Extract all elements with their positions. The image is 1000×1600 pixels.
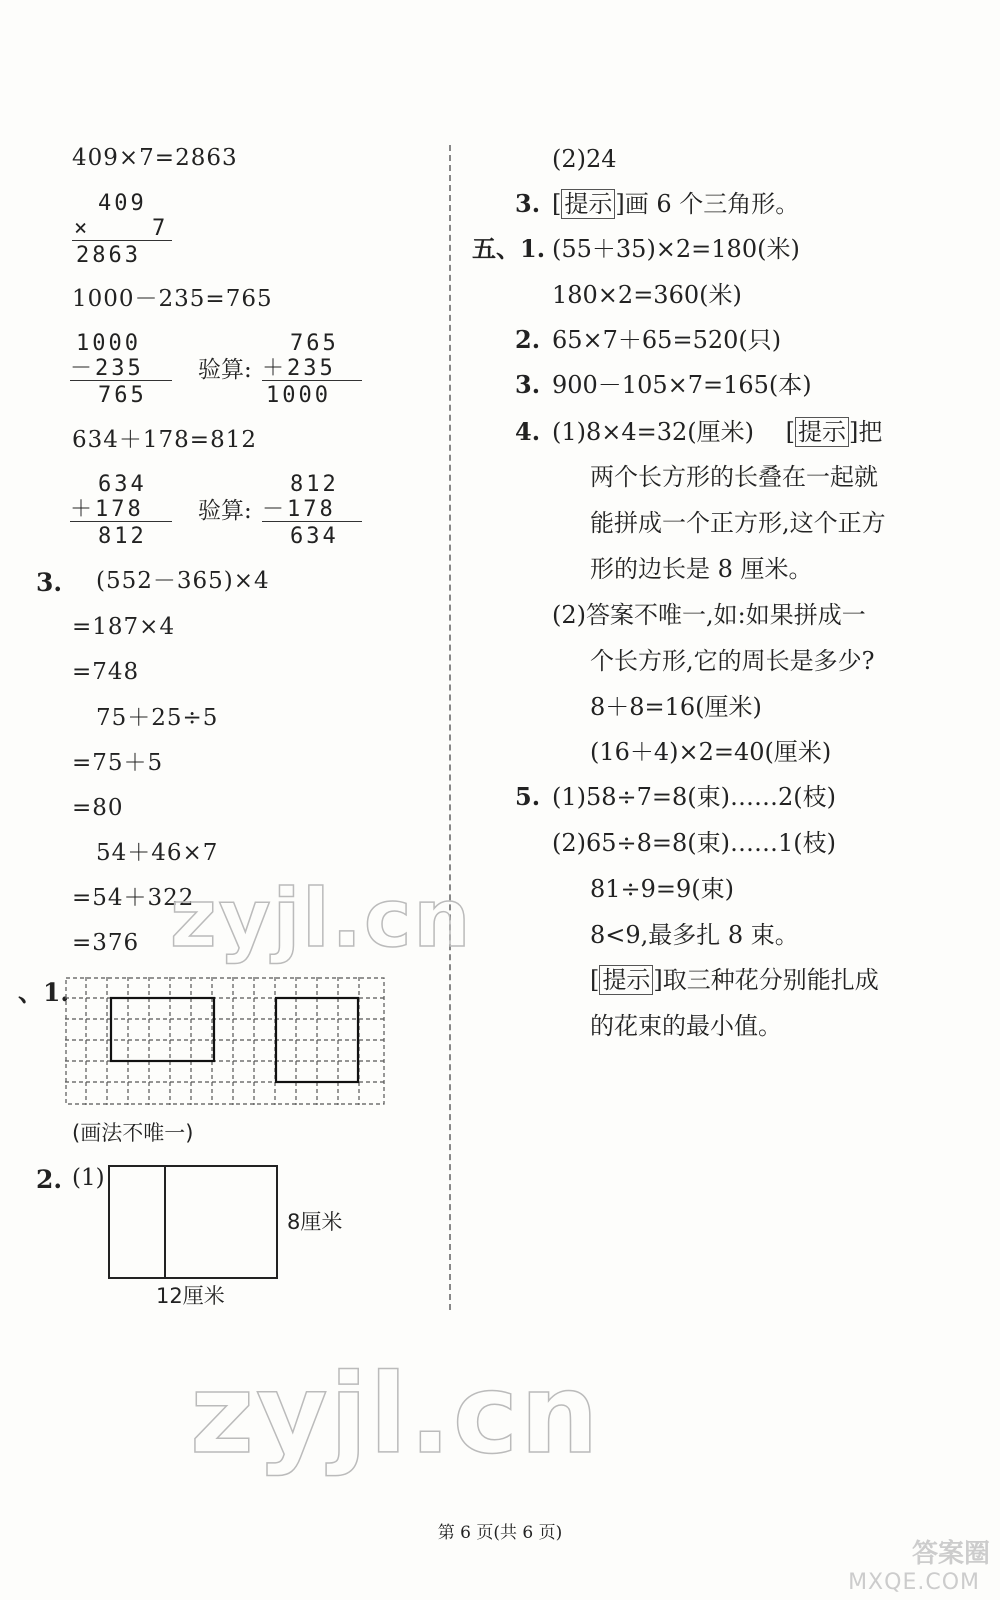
check-2-line1: 765 bbox=[290, 331, 339, 356]
q3-line-4: 75＋25÷5 bbox=[96, 705, 219, 731]
corner-watermark-logo: 答案圈 bbox=[911, 1539, 990, 1569]
section-5-q4-line8: (16＋4)×2=40(厘米) bbox=[590, 738, 832, 766]
page-footer: 第 6 页(共 6 页) bbox=[437, 1523, 563, 1543]
section-5-q4-line6: 个长方形,它的周长是多少? bbox=[590, 647, 875, 675]
section-5-q5-line1: (1)58÷7=8(束)……2(枝) bbox=[552, 783, 837, 811]
q3-line-6: =80 bbox=[72, 795, 124, 821]
vertical-3-result: 812 bbox=[98, 524, 147, 549]
hint-tag: 提示 bbox=[795, 417, 849, 447]
section-5-q2-number: 2. bbox=[515, 325, 541, 354]
vertical-3-line1: 634 bbox=[98, 472, 147, 497]
vertical-2-rule bbox=[70, 380, 172, 381]
check-3-result: 634 bbox=[290, 524, 339, 549]
section-5-q3-line: 900－105×7=165(本) bbox=[552, 371, 812, 399]
question-3-number: 3. bbox=[36, 568, 63, 597]
section-5-q4-line2: 两个长方形的长叠在一起就 bbox=[590, 463, 878, 491]
rectangle-height-label: 8厘米 bbox=[287, 1210, 343, 1234]
section-5-q5-line4: 8<9,最多扎 8 束。 bbox=[590, 921, 799, 949]
section-5-q4-line5: (2)答案不唯一,如:如果拼成一 bbox=[552, 601, 866, 629]
item-3-number: 3. bbox=[515, 189, 541, 218]
rectangle-width-label: 12厘米 bbox=[156, 1284, 225, 1308]
check-2-rule bbox=[262, 380, 362, 381]
check-label-1: 验算: bbox=[198, 357, 252, 383]
vertical-1-rule bbox=[72, 240, 172, 241]
q3-line-3: =748 bbox=[72, 659, 140, 685]
check-label-2: 验算: bbox=[198, 498, 252, 524]
vertical-3-rule bbox=[70, 521, 172, 522]
check-2-result: 1000 bbox=[266, 383, 331, 408]
section-5-q5-line6: 的花束的最小值。 bbox=[590, 1012, 782, 1040]
q3-line-7: 54＋46×7 bbox=[96, 840, 219, 866]
section-5-q1-line1: (55＋35)×2=180(米) bbox=[552, 235, 800, 263]
hint-tag: 提示 bbox=[561, 189, 615, 219]
section-5-q5-line2: (2)65÷8=8(束)……1(枝) bbox=[552, 829, 837, 857]
check-2-line2: ＋235 bbox=[262, 356, 336, 381]
dotted-grid bbox=[65, 977, 385, 1105]
section-5-q4-line7: 8＋8=16(厘米) bbox=[590, 693, 762, 721]
check-3-line2: －178 bbox=[262, 497, 336, 522]
q3-line-1: (552－365)×4 bbox=[96, 568, 270, 594]
section-5-q1-number: 五、1. bbox=[472, 234, 546, 263]
q4-hint-start: 把 bbox=[858, 418, 883, 446]
equation-3: 634＋178=812 bbox=[72, 427, 257, 453]
item-3-text: 画 6 个三角形。 bbox=[624, 190, 800, 218]
answer-2-2: (2)24 bbox=[552, 145, 617, 173]
section-6-q1-number: 、1. bbox=[18, 978, 70, 1007]
equation-1: 409×7=2863 bbox=[72, 145, 238, 171]
rectangle-split-line bbox=[164, 1165, 166, 1277]
q3-line-5: =75＋5 bbox=[72, 750, 164, 776]
section-5-q5-line3: 81÷9=9(束) bbox=[590, 875, 735, 903]
vertical-2-line1: 1000 bbox=[76, 331, 141, 356]
watermark-mid: zyjl.cn bbox=[170, 872, 473, 965]
check-3-rule bbox=[262, 521, 362, 522]
question-2-number: 2. bbox=[36, 1165, 63, 1194]
column-divider bbox=[449, 145, 451, 1310]
composite-rectangle bbox=[108, 1165, 278, 1279]
vertical-1-line2: 7 bbox=[152, 216, 169, 241]
watermark-bottom: zyjl.cn bbox=[190, 1350, 601, 1478]
q3-line-8: =54＋322 bbox=[72, 885, 195, 911]
vertical-3-line2: ＋178 bbox=[70, 497, 144, 522]
section-5-q4-number: 4. bbox=[515, 417, 541, 446]
section-5-q5-number: 5. bbox=[515, 782, 541, 811]
vertical-1-result: 2863 bbox=[76, 243, 141, 268]
hint-tag: 提示 bbox=[599, 965, 653, 995]
section-5-q4-line3: 能拼成一个正方形,这个正方 bbox=[590, 509, 886, 537]
question-2-sub: (1) bbox=[72, 1165, 105, 1191]
check-3-line1: 812 bbox=[290, 472, 339, 497]
section-5-q4-line1: (1)8×4=32(厘米) [ 提示 ]把 bbox=[552, 418, 883, 446]
q3-line-9: =376 bbox=[72, 930, 140, 956]
vertical-2-line2: －235 bbox=[70, 356, 144, 381]
q5-hint-text: 取三种花分别能扎成 bbox=[662, 966, 879, 994]
section-5-q3-number: 3. bbox=[515, 370, 541, 399]
drawn-rectangle bbox=[111, 998, 214, 1061]
q4-calc: (1)8×4=32(厘米) bbox=[552, 418, 755, 446]
q3-line-2: =187×4 bbox=[72, 614, 176, 640]
section-5-q1-line2: 180×2=360(米) bbox=[552, 281, 742, 309]
corner-watermark-site: MXQE.COM bbox=[848, 1570, 980, 1595]
section-5-q4-line4: 形的边长是 8 厘米。 bbox=[590, 555, 813, 583]
vertical-2-result: 765 bbox=[98, 383, 147, 408]
section-5-q5-line5: [ 提示 ]取三种花分别能扎成 bbox=[590, 966, 879, 994]
section-5-q2-line: 65×7＋65=520(只) bbox=[552, 326, 782, 354]
vertical-1-operator: × bbox=[74, 216, 91, 241]
drawing-note: (画法不唯一) bbox=[72, 1121, 194, 1145]
equation-2: 1000－235=765 bbox=[72, 286, 273, 312]
vertical-1-line1: 409 bbox=[98, 191, 147, 216]
item-3-content: [ 提示 ]画 6 个三角形。 bbox=[552, 190, 800, 218]
